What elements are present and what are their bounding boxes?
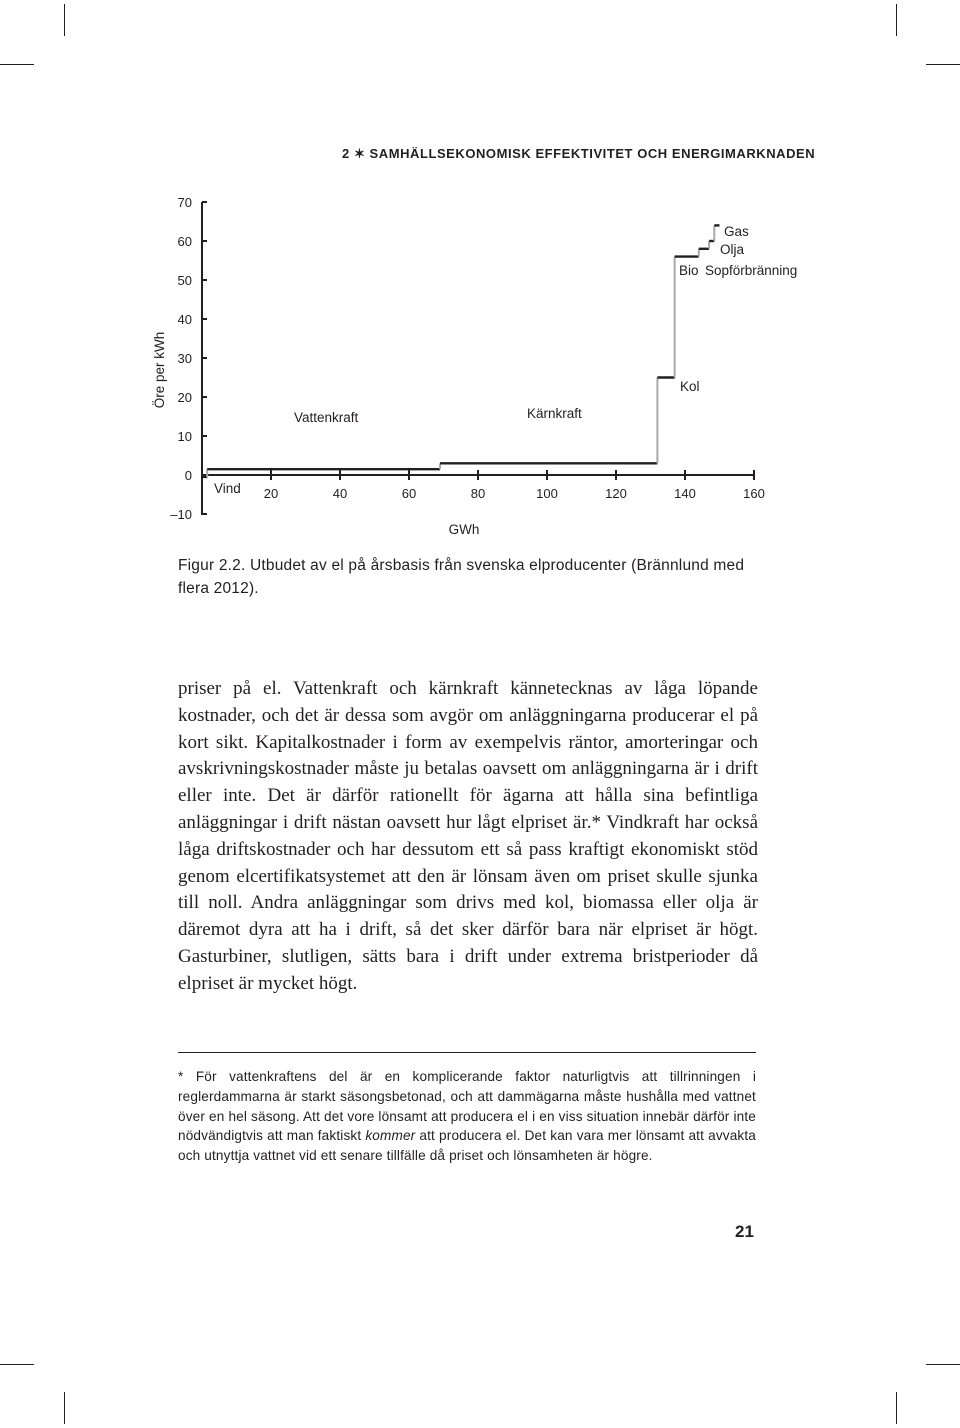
series-label: Gas [724,224,749,239]
crop-mark [896,4,897,36]
crop-mark [0,1364,34,1365]
series-labels [214,224,797,496]
y-tick-label: 70 [177,195,192,210]
footnote-emphasis: kommer [365,1128,416,1144]
body-text [178,676,758,998]
x-tick-label: 120 [605,486,627,501]
body-paragraph: priser på el. Vattenkraft och kärnkraft kännetecknas av låga löpande kostnader, och det är dessa som avgör om anläggningarna producerar el på kort sikt. Kapitalkostnader i form av exempelvis räntor, amorteringar och avskrivningskostnader måste ju betalas oavsett om anläggningarna är i drift eller inte. Det är därför rationellt för ägarna att hålla sina befintliga anläggningar i drift nästan oavsett hur lågt elpriset är.* Vindkraft har också låga driftskostnader och har dessutom ett så pass kraftigt ekonomiskt stöd genom elcertifikatsystemet att den är lönsam även om priset skulle sjunka till noll. Andra anläggningar som drivs med kol, biomassa eller olja är däremot dyra att ha i drift, så det sker därför bara när elpriset är högt. Gasturbiner, slutligen, sätts bara i drift under extrema bristperioder då elpriset är mycket högt. [178,678,758,994]
x-tick-label: 80 [470,486,486,501]
y-tick-label: 10 [177,429,192,444]
y-tick-label: 20 [177,390,192,405]
x-tick-label: 160 [743,486,765,501]
x-tick-label: 20 [263,486,279,501]
x-tick-label: 40 [332,486,348,501]
x-tick-label: 60 [401,486,417,501]
y-tick-label: –10 [170,507,192,522]
y-tick-label: 30 [177,351,192,366]
figure-number: Figur 2.2. [178,557,246,574]
supply-step-chart [140,180,820,550]
series-label: Kol [680,379,700,394]
footnote-text: * För vattenkraftens del är en komplicerande faktor naturligtvis att tillrinningen i reglerdammarna är starkt säsongsbetonad, och att dammägarna måste hushålla med vattnet över en hel säsong. Att det vore lönsamt att producera el i en viss situation innebär därför inte nödvändigtvis att man faktiskt [178,1069,756,1144]
x-axis-label: GWh [448,522,480,537]
footnote-rule [178,1052,756,1053]
y-tick-label: 50 [177,273,192,288]
crop-mark [926,64,960,65]
series-label: Vind [214,481,241,496]
crop-mark [926,1364,960,1365]
footnote [178,1067,756,1166]
x-tick-label: 100 [536,486,558,501]
series-label: Vattenkraft [294,410,359,425]
y-tick-label: 60 [177,234,192,249]
series-label: Kärnkraft [527,406,582,421]
crop-mark [64,4,65,36]
footnote-text-end: att producera el. Det kan vara mer lönsamt att avvakta och utnyttja vattnet vid ett senare tillfälle då priset och lönsamheten är högre. [178,1128,757,1164]
figure-caption [178,554,758,600]
series-label: Olja [720,242,745,257]
y-tick-label: 40 [177,312,192,327]
page-number: 21 [735,1222,754,1241]
crop-mark [0,64,34,65]
series-label: Sopförbränning [705,263,798,278]
x-tick-label: 140 [674,486,696,501]
y-tick-label: 0 [184,468,192,483]
crop-mark [64,1392,65,1424]
caption-text: Utbudet av el på årsbasis från svenska elproducenter (Brännlund med flera 2012). [178,557,745,597]
crop-mark [896,1392,897,1424]
supply-steps [202,225,720,477]
series-label: Bio [679,263,699,278]
running-head: 2 ✶ SAMHÄLLSEKONOMISK EFFEKTIVITET OCH ENERGIMARKNADEN [342,146,816,161]
y-axis-label: Öre per kWh [152,331,167,409]
